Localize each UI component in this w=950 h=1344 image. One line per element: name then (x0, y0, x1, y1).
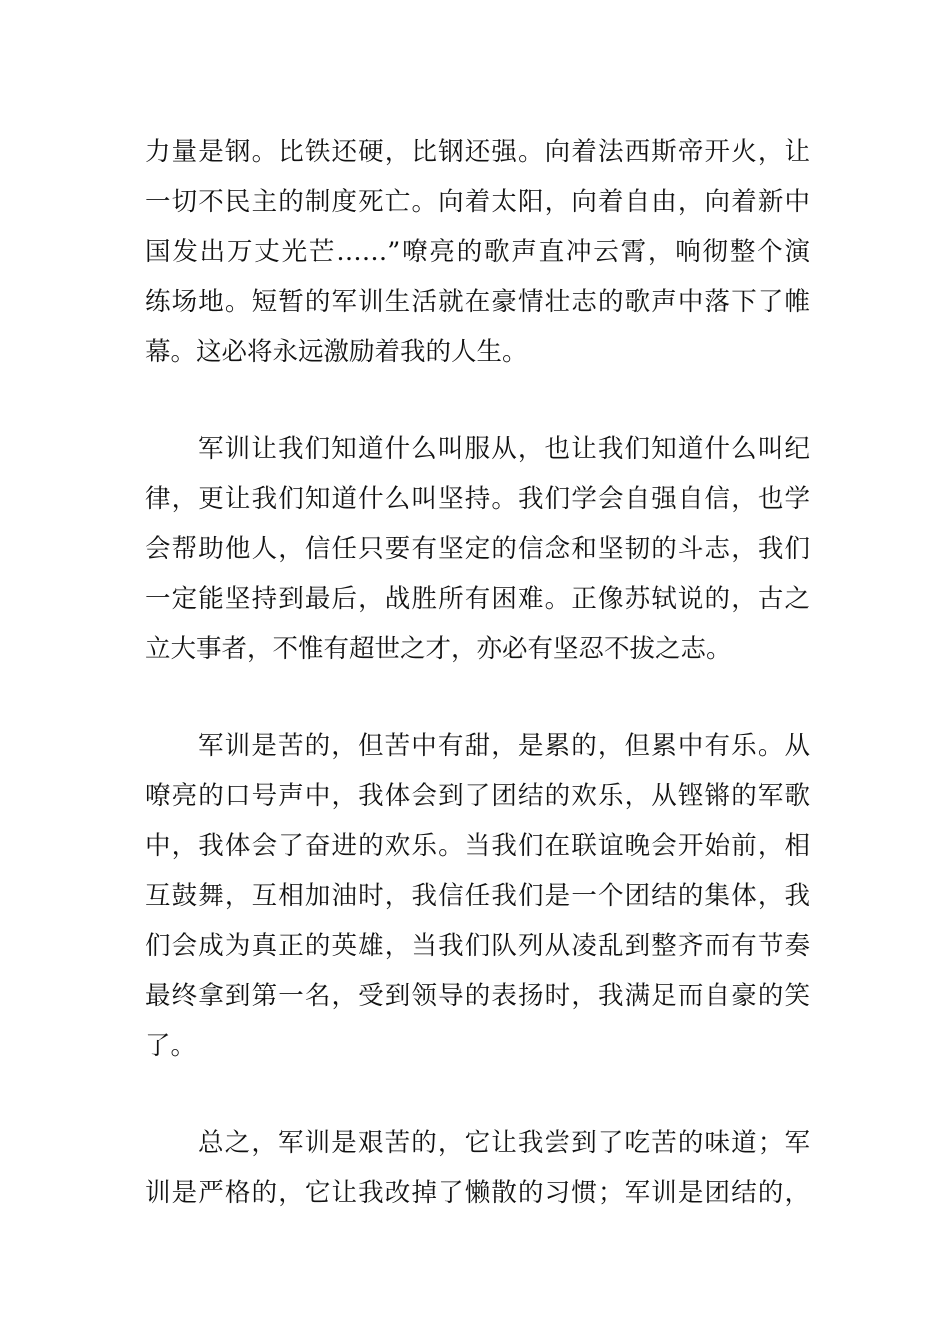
text-line: 们会成为真正的英雄，当我们队列从凌乱到整齐而有节奏 (145, 931, 810, 961)
text-line: 立大事者，不惟有超世之才，亦必有坚忍不拔之志。 (145, 634, 732, 664)
paragraph-3 (145, 721, 810, 1071)
paragraph-1 (145, 127, 810, 377)
text-line: 军训是苦的，但苦中有甜，是累的，但累中有乐。从 (198, 731, 810, 761)
text-line: 嘹亮的口号声中，我体会到了团结的欢乐，从铿锵的军歌 (145, 781, 810, 811)
text-line: 军训让我们知道什么叫服从，也让我们知道什么叫纪 (198, 434, 810, 464)
text-line: 练场地。短暂的军训生活就在豪情壮志的歌声中落下了帷 (145, 287, 810, 317)
text-line: 中，我体会了奋进的欢乐。当我们在联谊晚会开始前，相 (145, 831, 810, 861)
text-line: 了。 (145, 1031, 197, 1061)
text-line: 会帮助他人，信任只要有坚定的信念和坚韧的斗志，我们 (145, 534, 810, 564)
text-line: 最终拿到第一名，受到领导的表扬时，我满足而自豪的笑 (145, 981, 810, 1011)
text-line: 一定能坚持到最后，战胜所有困难。正像苏轼说的，古之 (145, 584, 810, 614)
paragraph-4 (145, 1118, 810, 1218)
text-line: 律，更让我们知道什么叫坚持。我们学会自强自信，也学 (145, 484, 810, 514)
text-line: 总之，军训是艰苦的，它让我尝到了吃苦的味道；军 (198, 1128, 810, 1158)
text-line: 幕。这必将永远激励着我的人生。 (145, 337, 528, 367)
text-line: 训是严格的，它让我改掉了懒散的习惯；军训是团结的， (145, 1178, 810, 1208)
text-line: 互鼓舞，互相加油时，我信任我们是一个团结的集体，我 (145, 881, 810, 911)
text-line: 国发出万丈光芒……”嘹亮的歌声直冲云霄，响彻整个演 (145, 237, 810, 267)
paragraph-2 (145, 424, 810, 674)
text-line: 一切不民主的制度死亡。向着太阳，向着自由，向着新中 (145, 187, 810, 217)
text-line: 力量是钢。比铁还硬，比钢还强。向着法西斯帝开火，让 (145, 137, 810, 167)
